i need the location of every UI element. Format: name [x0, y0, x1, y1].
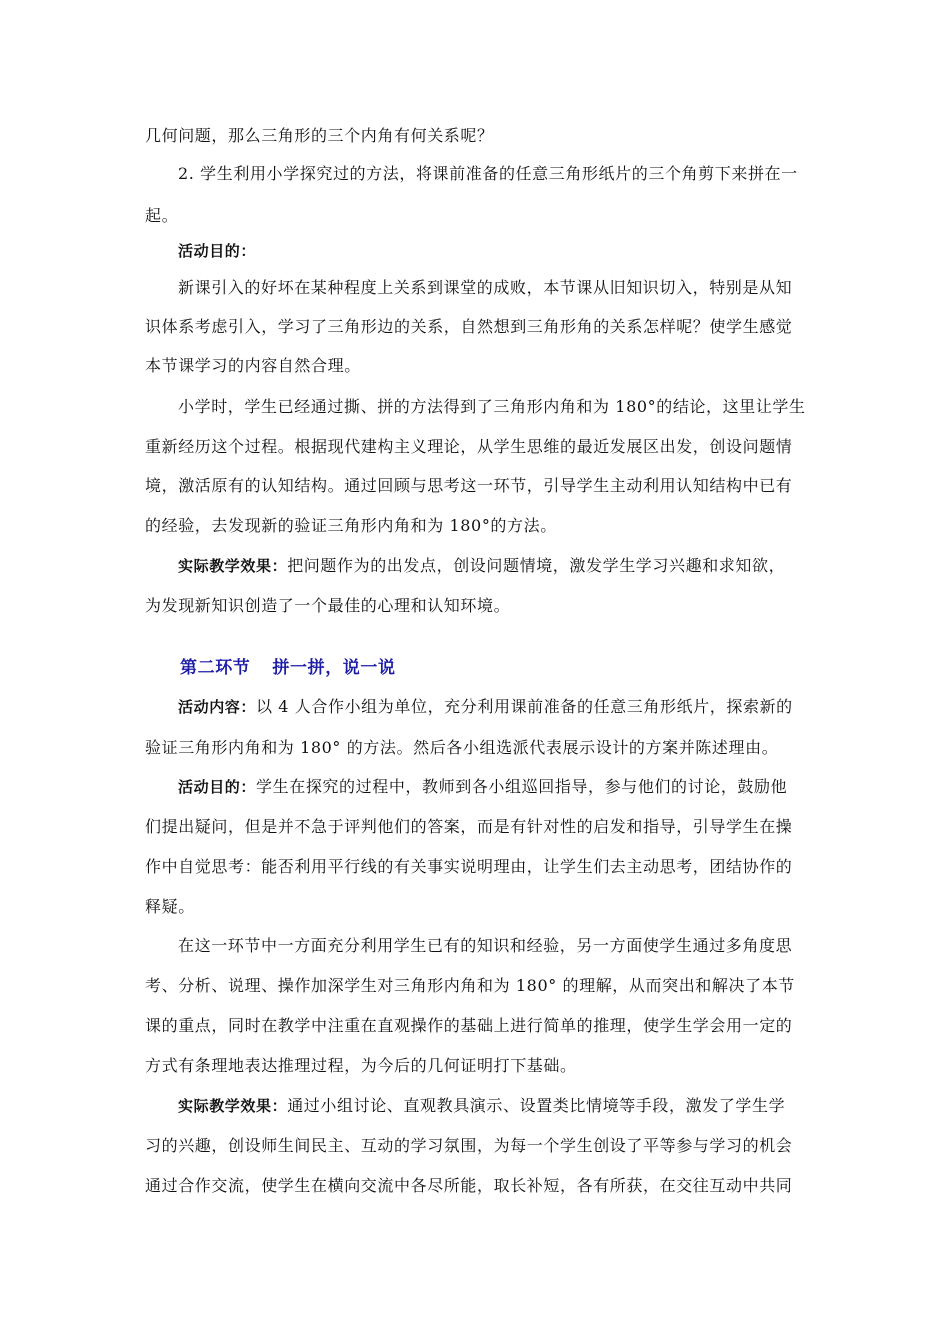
- teaching-effect-label: 实际教学效果：: [178, 1097, 288, 1115]
- text-line: 境，激活原有的认知结构。通过回顾与思考这一环节，引导学生主动利用认知结构中已有: [145, 476, 793, 495]
- section-title: 拼一拼，说一说: [272, 658, 396, 678]
- text-line: 作中自觉思考：能否利用平行线的有关事实说明理由，让学生们去主动思考，团结协作的: [145, 857, 793, 876]
- teaching-effect-line: [178, 554, 848, 578]
- text-line: 通过合作交流，使学生在横向交流中各尽所能，取长补短，各有所获，在交往互动中共同: [145, 1176, 793, 1195]
- text-line: 的经验，去发现新的验证三角形内角和为 180°的方法。: [145, 516, 557, 535]
- text-line: 2. 学生利用小学探究过的方法，将课前准备的任意三角形纸片的三个角剪下来拼在一: [178, 164, 798, 183]
- teaching-effect-text: 通过小组讨论、直观教具演示、设置类比情境等手段，激发了学生学: [287, 1096, 786, 1115]
- section-number: 第二环节: [180, 658, 251, 678]
- activity-content-label: 活动内容：: [178, 698, 257, 716]
- text-line: 起。: [145, 206, 179, 225]
- teaching-effect-text: 把问题作为的出发点，创设问题情境，激发学生学习兴趣和求知欲，: [287, 556, 786, 575]
- text-line: 们提出疑问，但是并不急于评判他们的答案，而是有针对性的启发和指导，引导学生在操: [145, 817, 793, 836]
- text-line: 识体系考虑引入，学习了三角形边的关系，自然想到三角形角的关系怎样呢？使学生感觉: [145, 317, 793, 336]
- text-line: 考、分析、说理、操作加深学生对三角形内角和为 180° 的理解，从而突出和解决了本节: [145, 976, 795, 995]
- text-line: 为发现新知识创造了一个最佳的心理和认知环境。: [145, 596, 511, 615]
- teaching-effect-line: [178, 1094, 848, 1118]
- text-line: 释疑。: [145, 897, 195, 916]
- teaching-effect-label: 实际教学效果：: [178, 557, 288, 575]
- text-line: 课的重点，同时在教学中注重在直观操作的基础上进行简单的推理，使学生学会用一定的: [145, 1016, 793, 1035]
- text-line: 新课引入的好坏在某种程度上关系到课堂的成败，本节课从旧知识切入，特别是从知: [178, 278, 793, 297]
- text-line: 方式有条理地表达推理过程，为今后的几何证明打下基础。: [145, 1056, 577, 1075]
- activity-purpose-label: 活动目的：: [178, 778, 257, 796]
- text-line: 重新经历这个过程。根据现代建构主义理论，从学生思维的最近发展区出发，创设问题情: [145, 437, 793, 456]
- text-line: 习的兴趣，创设师生间民主、互动的学习氛围，为每一个学生创设了平等参与学习的机会: [145, 1136, 793, 1155]
- activity-purpose-text: 学生在探究的过程中，教师到各小组巡回指导，参与他们的讨论，鼓励他: [256, 777, 788, 796]
- text-line: 本节课学习的内容自然合理。: [145, 356, 361, 375]
- text-line: 验证三角形内角和为 180° 的方法。然后各小组选派代表展示设计的方案并陈述理由。: [145, 738, 779, 757]
- activity-content-text: 以 4 人合作小组为单位，充分利用课前准备的任意三角形纸片，探索新的: [256, 697, 793, 716]
- activity-content-line: [178, 695, 848, 719]
- activity-purpose-line: [178, 775, 848, 799]
- activity-purpose-label: 活动目的：: [178, 242, 257, 260]
- section-heading: [180, 655, 396, 681]
- text-line: 小学时，学生已经通过撕、拼的方法得到了三角形内角和为 180°的结论，这里让学生: [178, 397, 806, 416]
- text-line: 在这一环节中一方面充分利用学生已有的知识和经验，另一方面使学生通过多角度思: [178, 936, 793, 955]
- text-line: 几何问题，那么三角形的三个内角有何关系呢？: [145, 126, 494, 145]
